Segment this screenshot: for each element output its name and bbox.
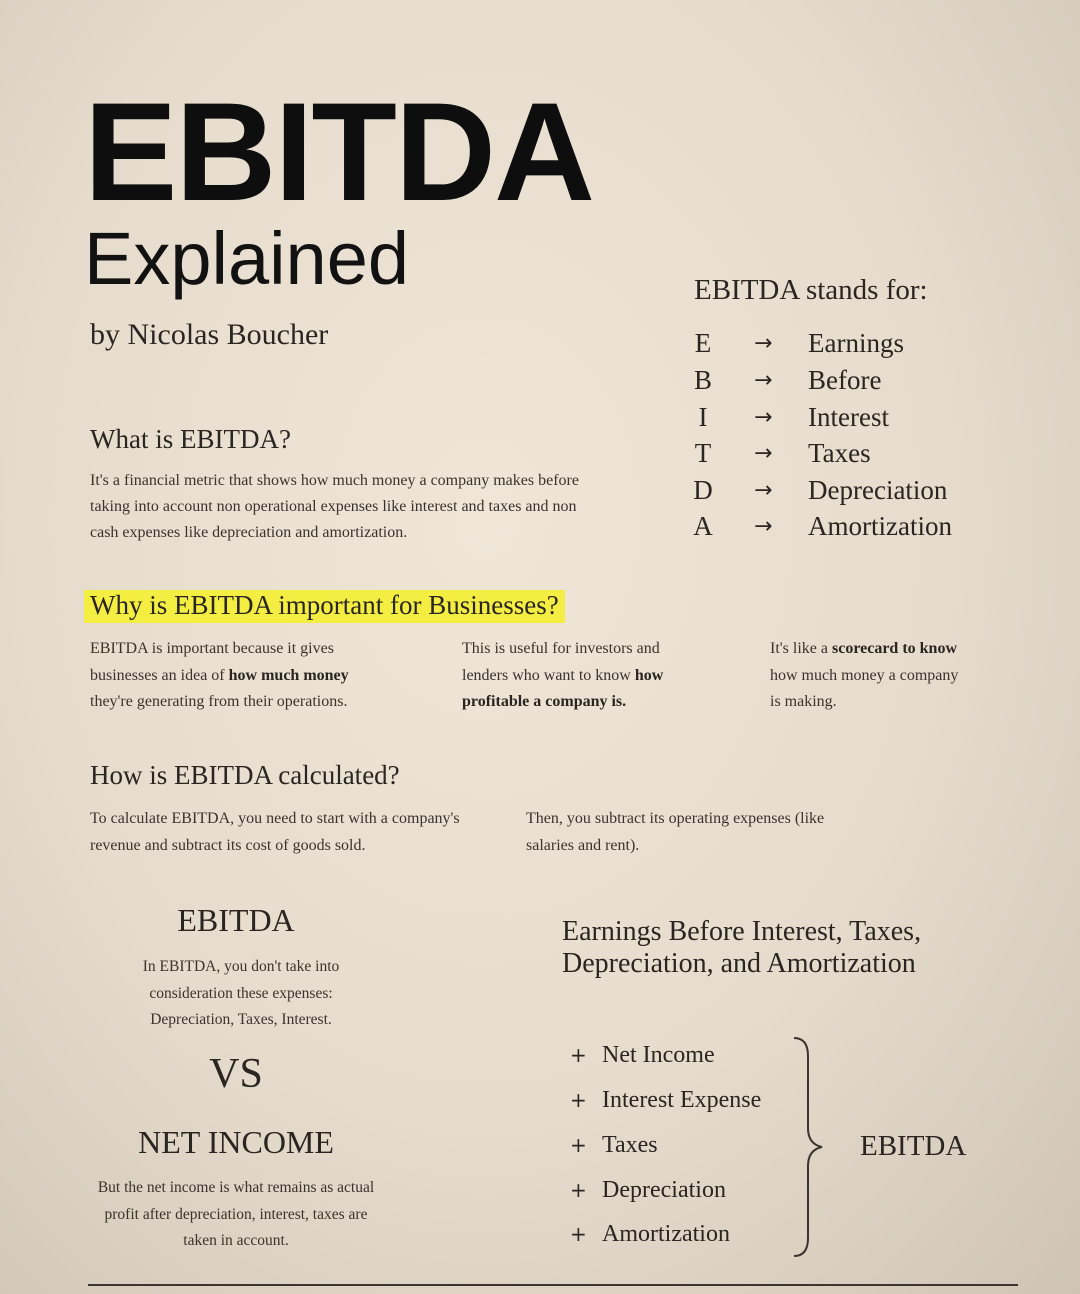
acronym-letter: T	[694, 438, 712, 468]
why-col1-text-end: they're generating from their operations.	[90, 693, 348, 710]
how-right-text: Then, you subtract its operating expenses (like salaries and rent).	[526, 810, 825, 854]
acronym-row	[690, 475, 1010, 511]
acronym-word: Depreciation	[808, 475, 948, 505]
acronym-word: Earnings	[808, 328, 904, 358]
acronym-word: Amortization	[808, 511, 952, 541]
why-col3-text: It's like a	[770, 640, 832, 657]
acronym-row	[690, 365, 1010, 401]
how-left-text: To calculate EBITDA, you need to start with a company's revenue and subtract its cost of goods sold.	[90, 810, 460, 854]
arrow-right-icon: →	[754, 331, 773, 356]
acronym-row	[690, 328, 1010, 364]
why-col1-text: EBITDA is important because it gives businesses an idea of	[90, 640, 334, 684]
formula-item-label: Net Income	[602, 1042, 715, 1068]
arrow-right-icon: →	[754, 368, 773, 393]
formula-item-label: Amortization	[602, 1221, 730, 1247]
acronym-letter: A	[693, 511, 713, 541]
acronym-word: Before	[808, 365, 882, 395]
formula-item	[570, 1177, 726, 1204]
arrow-right-icon: →	[754, 514, 773, 539]
how-heading: How is EBITDA calculated?	[90, 760, 400, 790]
formula-result: EBITDA	[860, 1130, 967, 1162]
why-column-2	[462, 636, 702, 716]
byline: by Nicolas Boucher	[90, 318, 329, 351]
plus-icon: +	[570, 1043, 587, 1067]
formula-item-label: Interest Expense	[602, 1087, 762, 1113]
acronym-letter: B	[693, 365, 712, 395]
arrow-right-icon: →	[754, 441, 773, 466]
ebitda-desc: In EBITDA, you don't take into consideration these expenses: Depreciation, Taxes, Interest.	[142, 958, 340, 1028]
why-column-1	[90, 636, 390, 716]
plus-icon: +	[570, 1222, 587, 1246]
why-col2-text: This is useful for investors and lenders who want to know	[462, 640, 660, 684]
ebitda-full-name: Earnings Before Interest, Taxes, Depreciation, and Amortization	[562, 916, 922, 979]
curly-brace-icon	[780, 1036, 840, 1258]
plus-icon: +	[570, 1133, 587, 1157]
net-income-label: NET INCOME	[138, 1124, 334, 1160]
why-col3-bold: scorecard to know	[831, 640, 958, 657]
why-column-3	[770, 636, 970, 716]
what-body: It's a financial metric that shows how much money a company makes before taking into account non operational expenses like interest and taxes and non cash expenses like depreciation and amortization.	[90, 472, 579, 541]
acronym-word: Interest	[808, 402, 889, 432]
plus-icon: +	[570, 1178, 587, 1202]
formula-item-label: Taxes	[602, 1132, 658, 1158]
acronym-row	[690, 402, 1010, 438]
what-heading: What is EBITDA?	[90, 424, 291, 454]
arrow-right-icon: →	[754, 478, 773, 503]
acronym-letter: E	[694, 328, 712, 358]
why-col1-bold: how much money	[228, 666, 349, 684]
vs-label: VS	[209, 1051, 263, 1097]
acronym-letter: I	[698, 402, 708, 432]
acronym-word: Taxes	[808, 438, 871, 468]
acronym-row	[690, 511, 1010, 547]
formula-item	[570, 1087, 761, 1114]
why-heading-highlight: Why is EBITDA important for Businesses?	[84, 590, 565, 623]
acronym-row	[690, 438, 1010, 474]
why-heading	[84, 590, 565, 623]
ebitda-label: EBITDA	[177, 902, 295, 938]
acronym-letter: D	[693, 475, 713, 505]
acronym-title: EBITDA stands for:	[694, 274, 928, 306]
why-col3-text-end: how much money a company is making.	[770, 666, 959, 710]
why-col2-bold: how profitable a company is.	[462, 666, 664, 710]
formula-item	[570, 1042, 715, 1069]
divider	[88, 1284, 1018, 1286]
subtitle: Explained	[84, 217, 410, 300]
arrow-right-icon: →	[754, 405, 773, 430]
plus-icon: +	[570, 1088, 587, 1112]
main-title: EBITDA	[84, 73, 594, 230]
formula-item	[570, 1132, 658, 1159]
formula-item	[570, 1221, 730, 1248]
net-income-desc: But the net income is what remains as actual profit after depreciation, interest, taxes are taken in account.	[97, 1179, 375, 1249]
formula-item-label: Depreciation	[602, 1177, 726, 1203]
